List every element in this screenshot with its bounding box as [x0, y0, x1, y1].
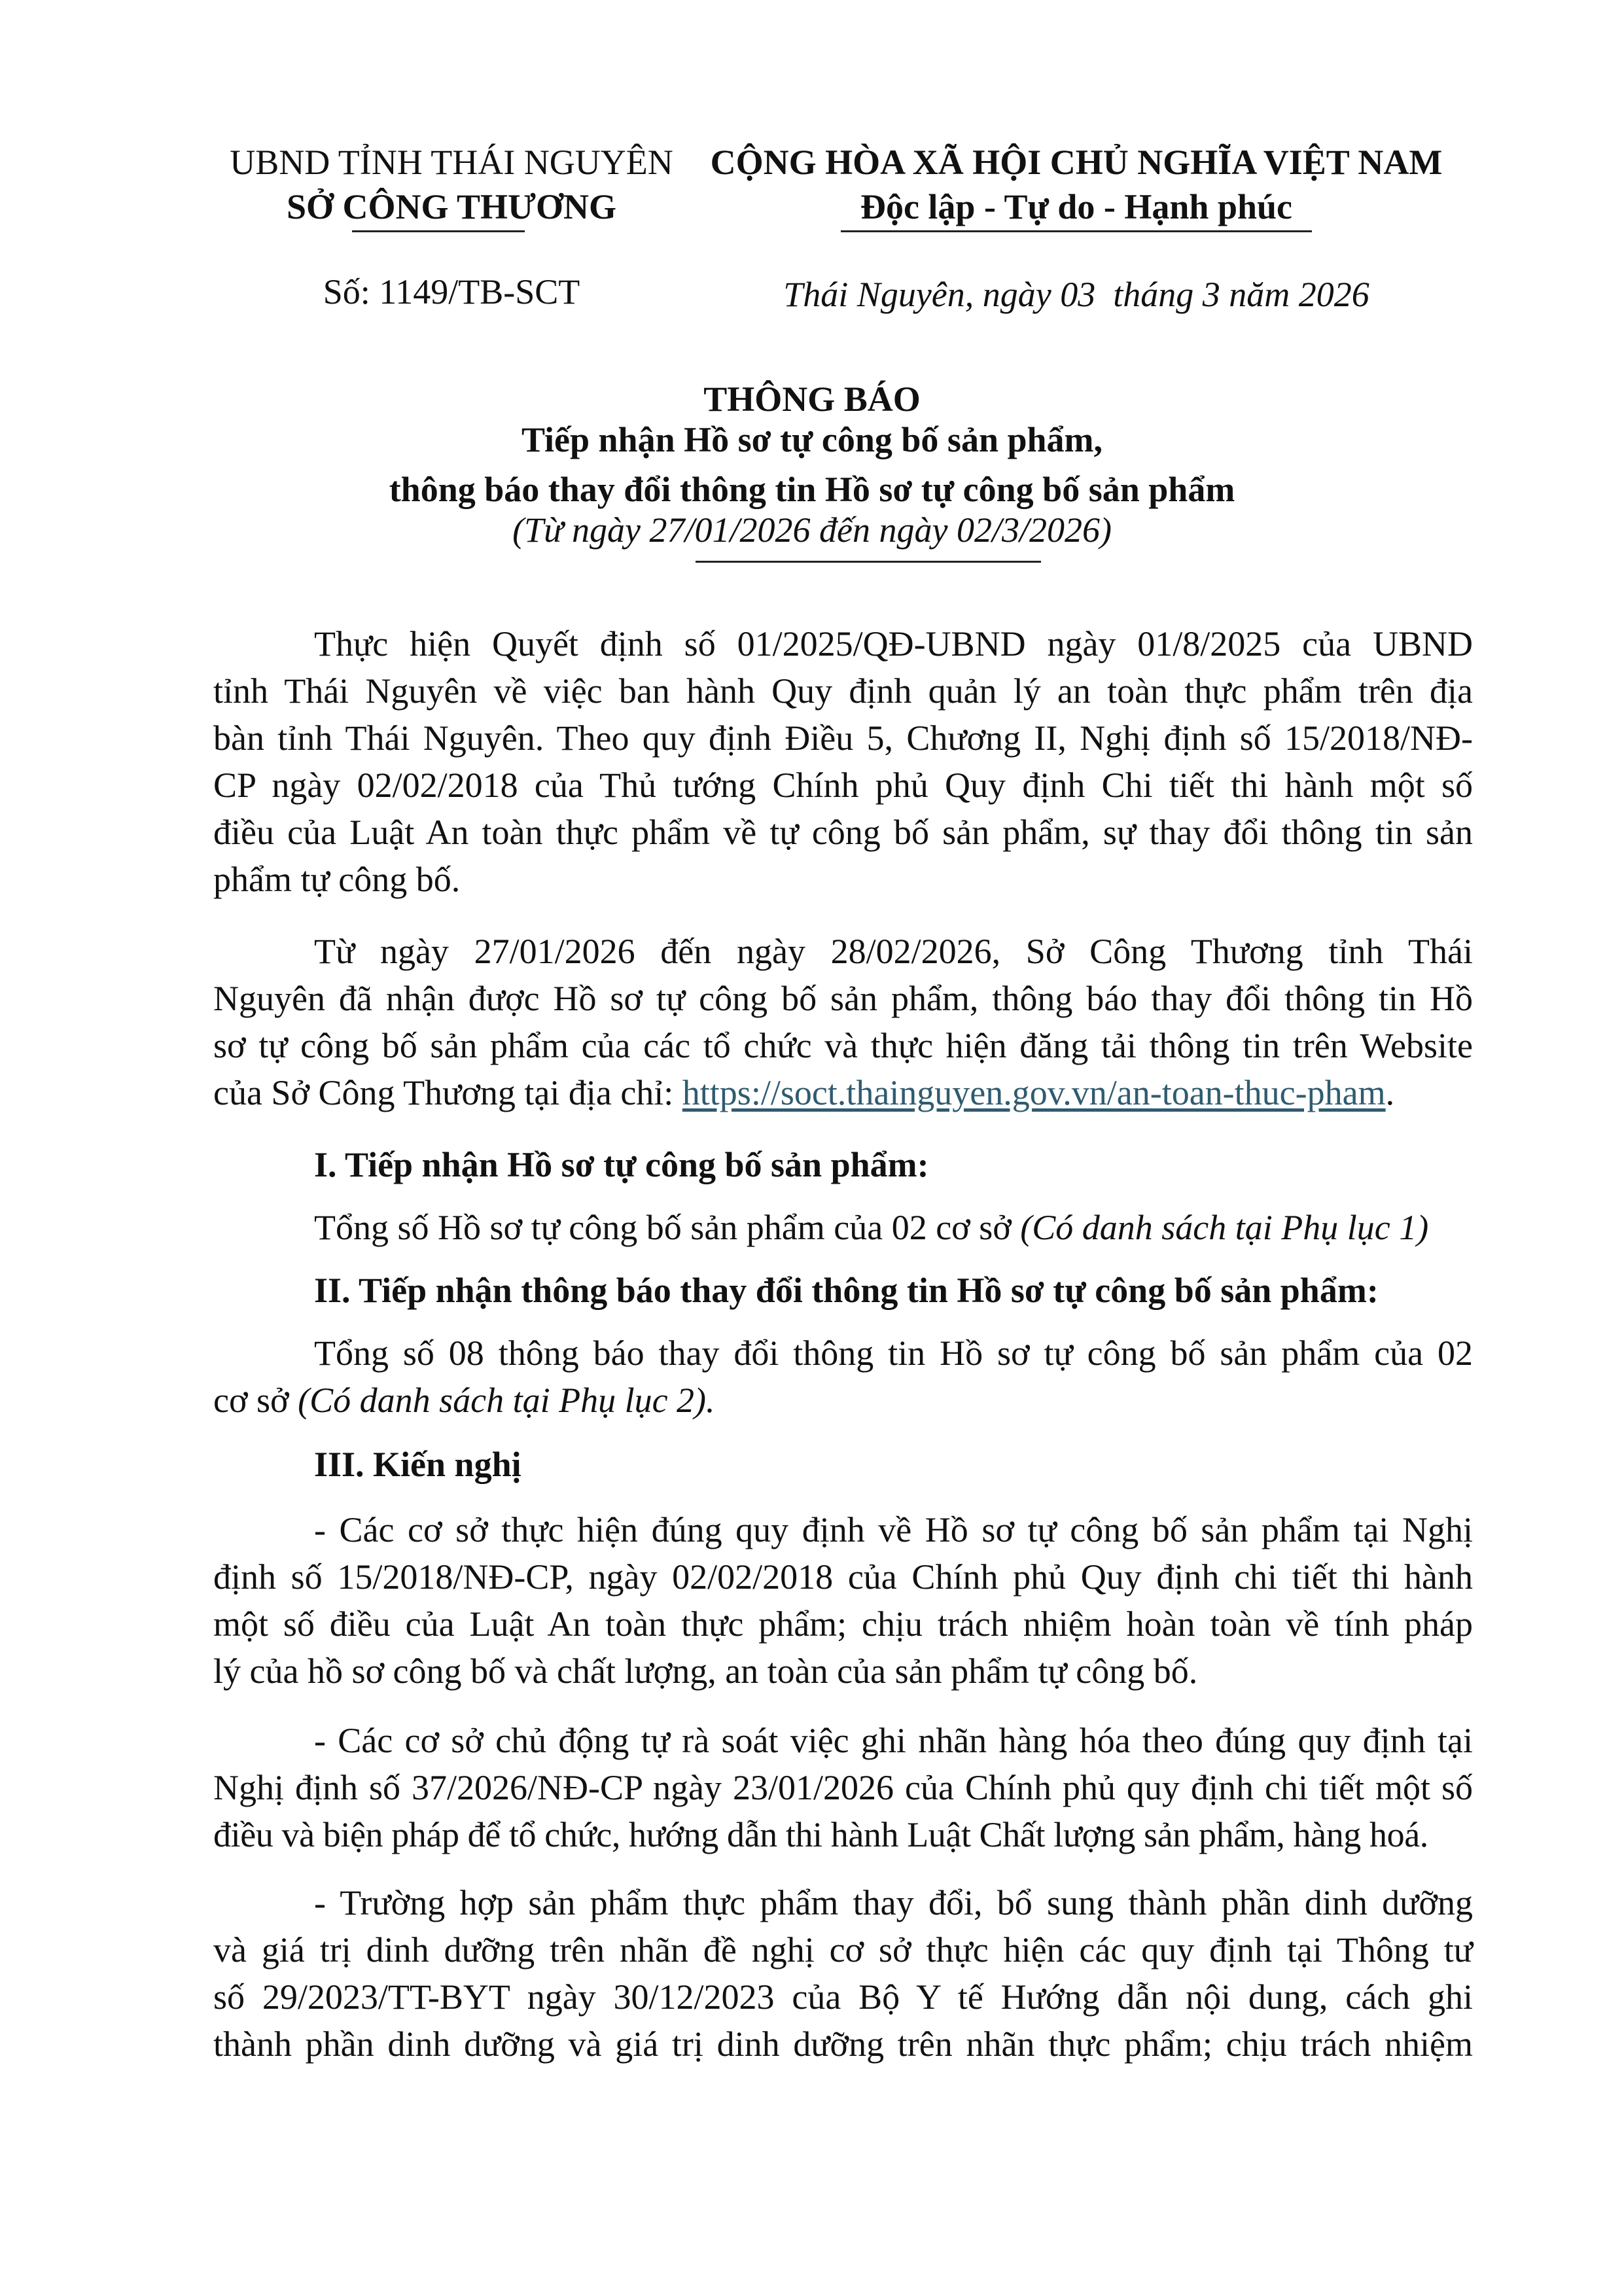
- title-underline: [696, 561, 1041, 563]
- para1-line: tỉnh Thái Nguyên về việc ban hành Quy định quản lý an toàn thực phẩm trên địa: [213, 671, 1473, 711]
- notice-subtitle-line1: Tiếp nhận Hồ sơ tự công bố sản phẩm,: [521, 420, 1103, 459]
- para2-end: .: [1385, 1073, 1395, 1112]
- para1-line: phẩm tự công bố.: [213, 860, 461, 899]
- agency-underline: [352, 230, 525, 232]
- national-title: CỘNG HÒA XÃ HỘI CHỦ NGHĨA VIỆT NAM: [710, 143, 1443, 182]
- para2-line: sơ tự công bố sản phẩm của các tổ chức và thực hiện đăng tải thông tin trên Website: [213, 1026, 1473, 1065]
- document-number: Số: 1149/TB-SCT: [323, 272, 580, 311]
- notice-subtitle-line2: thông báo thay đổi thông tin Hồ sơ tự công bố sản phẩm: [389, 470, 1235, 509]
- bullet1-line: một số điều của Luật An toàn thực phẩm; chịu trách nhiệm hoàn toàn về tính pháp: [213, 1604, 1473, 1644]
- bullet2-line: điều và biện pháp để tổ chức, hướng dẫn thi hành Luật Chất lượng sản phẩm, hàng hoá.: [213, 1815, 1428, 1854]
- section3-heading: III. Kiến nghị: [314, 1445, 521, 1484]
- bullet3-line: số 29/2023/TT-BYT ngày 30/12/2023 của Bộ Y tế Hướng dẫn nội dung, cách ghi: [213, 1977, 1473, 2017]
- para1-line: CP ngày 02/02/2018 của Thủ tướng Chính phủ Quy định Chi tiết thi hành một số: [213, 766, 1473, 805]
- section2-line-last: [213, 1379, 715, 1421]
- notice-title: THÔNG BÁO: [703, 380, 921, 419]
- section2-text: cơ sở: [213, 1381, 298, 1420]
- para2-line: Nguyên đã nhận được Hồ sơ tự công bố sản phẩm, thông báo thay đổi thông tin Hồ: [213, 979, 1473, 1018]
- para1-line: điều của Luật An toàn thực phẩm về tự công bố sản phẩm, sự thay đổi thông tin sản: [213, 813, 1473, 852]
- para2-line-last: [213, 1072, 1394, 1114]
- agency-parent: UBND TỈNH THÁI NGUYÊN: [230, 143, 673, 182]
- para2-text: của Sở Công Thương tại địa chỉ:: [213, 1073, 682, 1112]
- bullet3-line: thành phần dinh dưỡng và giá trị dinh dưỡng trên nhãn thực phẩm; chịu trách nhiệm: [213, 2024, 1473, 2064]
- section1-text: [314, 1207, 1428, 1248]
- bullet1-line: lý của hồ sơ công bố và chất lượng, an toàn của sản phẩm tự công bố.: [213, 1651, 1198, 1691]
- section2-line: Tổng số 08 thông báo thay đổi thông tin Hồ sơ tự công bố sản phẩm của 02: [314, 1333, 1473, 1373]
- para1-line: bàn tỉnh Thái Nguyên. Theo quy định Điều 5, Chương II, Nghị định số 15/2018/NĐ-: [213, 718, 1473, 758]
- bullet3-line: - Trường hợp sản phẩm thực phẩm thay đổi, bổ sung thành phần dinh dưỡng: [314, 1883, 1473, 1922]
- agency-name: SỞ CÔNG THƯƠNG: [286, 187, 617, 226]
- section1-heading: I. Tiếp nhận Hồ sơ tự công bố sản phẩm:: [314, 1145, 929, 1184]
- appendix2-note: (Có danh sách tại Phụ lục 2).: [298, 1381, 715, 1420]
- national-motto: Độc lập - Tự do - Hạnh phúc: [860, 187, 1293, 226]
- place-and-date: Thái Nguyên, ngày 03 tháng 3 năm 2026: [783, 275, 1369, 314]
- bullet2-line: - Các cơ sở chủ động tự rà soát việc ghi nhãn hàng hóa theo đúng quy định tại: [314, 1721, 1473, 1760]
- para2-line: Từ ngày 27/01/2026 đến ngày 28/02/2026, Sở Công Thương tỉnh Thái: [314, 932, 1473, 971]
- bullet3-line: và giá trị dinh dưỡng trên nhãn đề nghị cơ sở thực hiện các quy định tại Thông tư: [213, 1930, 1473, 1969]
- bullet2-line: Nghị định số 37/2026/NĐ-CP ngày 23/01/2026 của Chính phủ quy định chi tiết một số: [213, 1768, 1473, 1807]
- appendix1-note: (Có danh sách tại Phụ lục 1): [1020, 1208, 1429, 1247]
- bullet1-line: định số 15/2018/NĐ-CP, ngày 02/02/2018 của Chính phủ Quy định chi tiết thi hành: [213, 1557, 1473, 1597]
- para1-line: Thực hiện Quyết định số 01/2025/QĐ-UBND ngày 01/8/2025 của UBND: [314, 624, 1473, 663]
- motto-underline: [841, 230, 1312, 232]
- section1-count-text: Tổng số Hồ sơ tự công bố sản phẩm của 02 cơ sở: [314, 1208, 1021, 1247]
- section2-heading: II. Tiếp nhận thông báo thay đổi thông tin Hồ sơ tự công bố sản phẩm:: [314, 1271, 1379, 1310]
- website-link[interactable]: https://soct.thainguyen.gov.vn/an-toan-thuc-pham: [682, 1073, 1386, 1112]
- bullet1-line: - Các cơ sở thực hiện đúng quy định về Hồ sơ tự công bố sản phẩm tại Nghị: [314, 1510, 1473, 1549]
- notice-period: (Từ ngày 27/01/2026 đến ngày 02/3/2026): [512, 510, 1112, 550]
